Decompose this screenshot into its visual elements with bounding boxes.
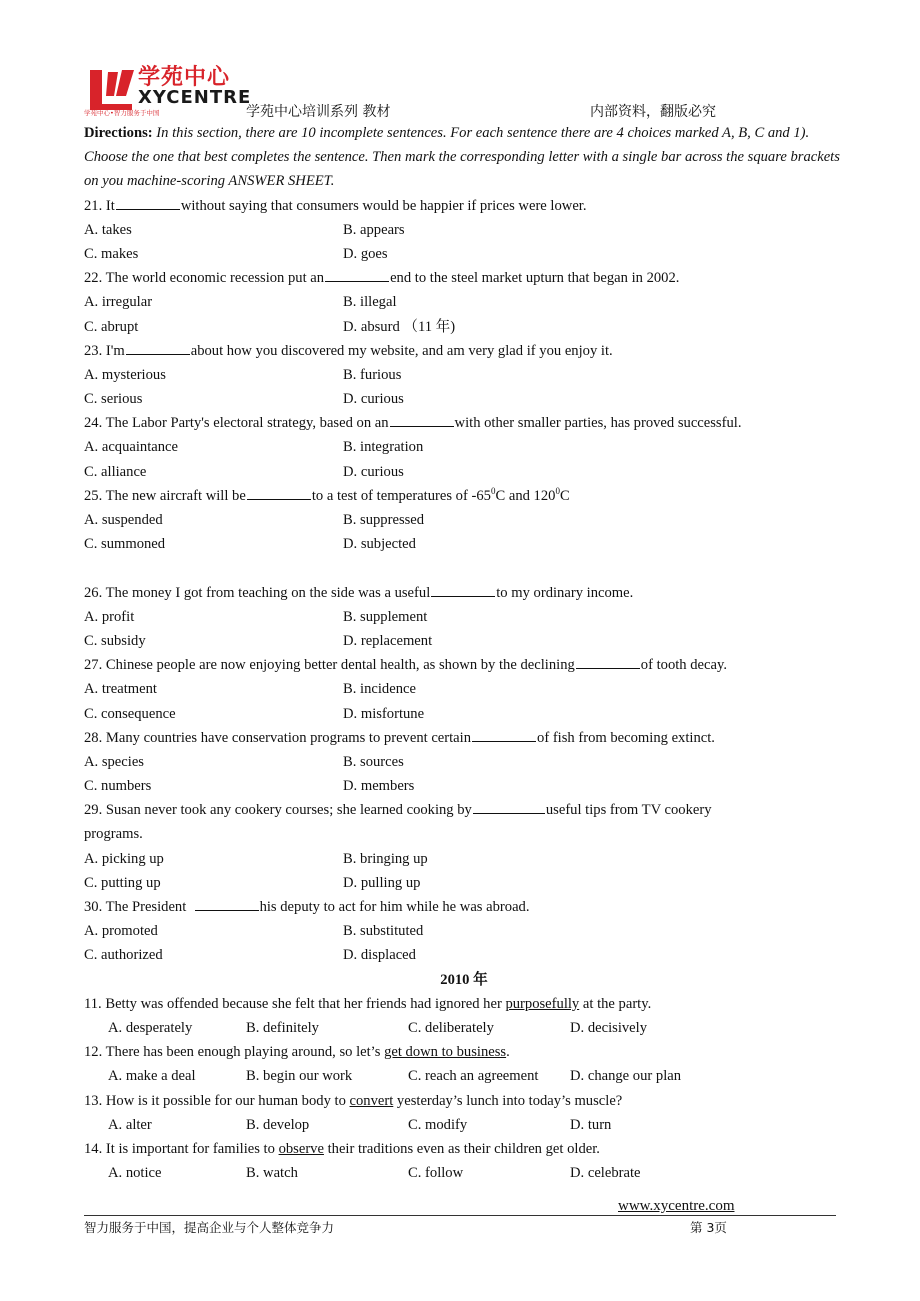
option-c: C. subsidy xyxy=(84,632,146,649)
option-b: B. sources xyxy=(343,753,404,770)
directions xyxy=(84,121,844,194)
options-row xyxy=(84,387,844,411)
underlined-term: observe xyxy=(278,1140,324,1157)
series-title: 学苑中心培训系列 教材 xyxy=(246,104,391,120)
option-b: B. watch xyxy=(246,1165,298,1182)
option-c: C. summoned xyxy=(84,536,166,553)
answer-blank xyxy=(472,727,536,742)
answer-blank xyxy=(390,412,454,427)
logo-english-name: XYCENTRE xyxy=(138,87,252,108)
options-row xyxy=(84,1113,844,1137)
option-c: C. abrupt xyxy=(84,318,139,335)
options-row xyxy=(84,218,844,242)
question-stem: 26. The money I got from teaching on the side was a useful xyxy=(84,584,431,601)
question-24 xyxy=(84,411,844,435)
answer-blank xyxy=(195,896,259,911)
underlined-term: get down to business xyxy=(384,1044,507,1061)
question-stem: useful tips from TV cookery xyxy=(545,802,712,819)
question-stem: C xyxy=(559,487,570,504)
question-stem: end to the steel market upturn that began in 2002. xyxy=(390,270,680,287)
options-row xyxy=(84,460,844,484)
option-b: B. supplement xyxy=(343,608,428,625)
xycentre-logo-mark-icon xyxy=(84,66,138,112)
question-stem: of tooth decay. xyxy=(640,657,727,674)
options-row xyxy=(84,943,844,967)
logo-slogan: 学苑中心•智力服务于中国 xyxy=(84,109,160,117)
option-b: B. appears xyxy=(343,221,405,238)
question-11 xyxy=(84,992,844,1016)
question-14 xyxy=(84,1137,844,1161)
options-row xyxy=(84,315,844,339)
question-stem: 27. Chinese people are now enjoying better dental health, as shown by the declining xyxy=(84,657,575,674)
options-row xyxy=(84,1064,844,1088)
option-b: B. begin our work xyxy=(246,1068,353,1085)
option-c: C. serious xyxy=(84,391,143,408)
option-d: D. subjected xyxy=(343,536,416,553)
degree-superscript: 0 xyxy=(490,486,496,496)
options-row xyxy=(84,677,844,701)
option-b: B. illegal xyxy=(343,294,397,311)
answer-blank xyxy=(126,340,190,355)
logo-chinese-name: 学苑中心 xyxy=(138,65,231,90)
question-stem: 24. The Labor Party's electoral strategy, based on an xyxy=(84,415,389,432)
question-28 xyxy=(84,726,844,750)
options-row xyxy=(84,1016,844,1040)
options-row xyxy=(84,847,844,871)
options-row xyxy=(84,1161,844,1185)
options-row xyxy=(84,774,844,798)
question-stem: . xyxy=(506,1044,510,1061)
option-a: A. irregular xyxy=(84,294,153,311)
option-b: B. develop xyxy=(246,1116,310,1133)
option-a: A. profit xyxy=(84,608,135,625)
question-stem: 22. The world economic recession put an xyxy=(84,270,325,287)
answer-blank xyxy=(431,582,495,597)
answer-blank xyxy=(247,485,311,500)
option-a: A. species xyxy=(84,753,144,770)
options-row xyxy=(84,919,844,943)
option-a: A. desperately xyxy=(108,1019,193,1036)
underlined-term: convert xyxy=(349,1092,394,1109)
question-stem: 11. Betty was offended because she felt that her friends had ignored her xyxy=(84,995,506,1012)
option-b: B. incidence xyxy=(343,681,416,698)
options-row xyxy=(84,629,844,653)
question-stem: to a test of temperatures of -65 xyxy=(311,487,491,504)
question-stem: 12. There has been enough playing around, so let’s xyxy=(84,1044,385,1061)
exam-content xyxy=(84,121,844,1185)
option-d: D. pulling up xyxy=(343,874,421,891)
option-a: A. treatment xyxy=(84,681,157,698)
question-stem: 29. Susan never took any cookery courses; she learned cooking by xyxy=(84,802,472,819)
blank-spacer xyxy=(84,556,844,580)
option-d: D. decisively xyxy=(570,1019,648,1036)
degree-superscript: 0 xyxy=(555,486,560,496)
question-25 xyxy=(84,484,844,508)
options-row xyxy=(84,508,844,532)
option-d: D. change our plan xyxy=(570,1068,682,1085)
question-stem: 14. It is important for families to xyxy=(84,1140,279,1157)
options-row xyxy=(84,605,844,629)
answer-blank xyxy=(576,654,640,669)
option-d: D. misfortune xyxy=(343,705,425,722)
option-c: C. deliberately xyxy=(408,1019,494,1036)
option-a: A. takes xyxy=(84,221,132,238)
option-a: A. notice xyxy=(108,1165,162,1182)
page-number: 第 3页 xyxy=(690,1220,727,1235)
option-d: D. turn xyxy=(570,1116,612,1133)
question-stem: his deputy to act for him while he was abroad. xyxy=(259,899,530,916)
question-stem: at the party. xyxy=(579,995,652,1012)
option-d: D. goes xyxy=(343,245,388,262)
options-row xyxy=(84,242,844,266)
option-c: C. authorized xyxy=(84,947,163,964)
option-b: B. integration xyxy=(343,439,424,456)
question-23 xyxy=(84,339,844,363)
directions-text: In this section, there are 10 incomplete sentences. For each sentence there are 4 choices marked A, B, C and 1). Choose the one that best completes the sentence. Then mark the corresponding letter with a single bar across the square brackets on you machine-scoring ANSWER SHEET. xyxy=(84,125,840,190)
question-stem: 28. Many countries have conservation programs to prevent certain xyxy=(84,729,472,746)
option-a: A. alter xyxy=(108,1116,152,1133)
options-row xyxy=(84,435,844,459)
option-d: D. celebrate xyxy=(570,1165,641,1182)
option-c: C. alliance xyxy=(84,463,147,480)
option-b: B. definitely xyxy=(246,1019,319,1036)
option-c: C. modify xyxy=(408,1116,468,1133)
options-row xyxy=(84,702,844,726)
answer-blank xyxy=(325,267,389,282)
option-b: B. bringing up xyxy=(343,850,428,867)
question-stem: of fish from becoming extinct. xyxy=(537,729,715,746)
option-d: D. curious xyxy=(343,391,404,408)
option-a: A. promoted xyxy=(84,923,158,940)
question-stem: 21. It xyxy=(84,197,115,214)
question-29-continued xyxy=(84,822,844,846)
option-b: B. furious xyxy=(343,366,402,383)
options-row xyxy=(84,750,844,774)
section-year-heading: 2010 年 xyxy=(440,971,488,988)
question-12 xyxy=(84,1040,844,1064)
option-b: B. suppressed xyxy=(343,512,425,529)
underlined-term: purposefully xyxy=(505,995,580,1012)
page-header xyxy=(84,64,844,122)
answer-blank xyxy=(473,799,545,814)
footer-divider xyxy=(84,1215,836,1216)
directions-label: Directions: xyxy=(84,125,153,141)
question-stem: their traditions even as their children get older. xyxy=(323,1140,600,1157)
question-stem: yesterday’s lunch into today’s muscle? xyxy=(393,1092,623,1109)
option-d: D. members xyxy=(343,778,415,795)
question-13 xyxy=(84,1089,844,1113)
option-d: D. curious xyxy=(343,463,404,480)
question-stem: about how you discovered my website, and am very glad if you enjoy it. xyxy=(190,342,613,359)
question-30 xyxy=(84,895,844,919)
option-c: C. reach an agreement xyxy=(408,1068,539,1085)
option-c: C. consequence xyxy=(84,705,176,722)
xycentre-logo xyxy=(84,64,264,122)
options-row xyxy=(84,871,844,895)
option-d: D. replacement xyxy=(343,632,433,649)
question-stem: programs. xyxy=(84,826,143,843)
options-row xyxy=(84,290,844,314)
option-d: D. displaced xyxy=(343,947,416,964)
option-c: C. numbers xyxy=(84,778,152,795)
question-22 xyxy=(84,266,844,290)
option-c: C. putting up xyxy=(84,874,161,891)
question-stem: without saying that consumers would be happier if prices were lower. xyxy=(180,197,587,214)
question-stem: 30. The President xyxy=(84,899,187,916)
question-stem: to my ordinary income. xyxy=(496,584,634,601)
question-26 xyxy=(84,581,844,605)
option-c: C. makes xyxy=(84,245,139,262)
question-21 xyxy=(84,194,844,218)
option-a: A. acquaintance xyxy=(84,439,178,456)
footer-website-link[interactable]: www.xycentre.com xyxy=(618,1198,735,1214)
footer-slogan: 智力服务于中国，提高企业与个人整体竞争力 xyxy=(84,1220,335,1235)
option-c: C. follow xyxy=(408,1165,464,1182)
option-a: A. mysterious xyxy=(84,366,166,383)
question-27 xyxy=(84,653,844,677)
question-stem: 25. The new aircraft will be xyxy=(84,487,246,504)
question-stem: C and 120 xyxy=(495,487,556,504)
question-stem: 23. I'm xyxy=(84,342,125,359)
option-a: A. suspended xyxy=(84,512,163,529)
question-stem: 13. How is it possible for our human body to xyxy=(84,1092,350,1109)
options-row xyxy=(84,363,844,387)
internal-notice: 内部资料，翻版必究 xyxy=(590,104,716,120)
option-a: A. picking up xyxy=(84,850,164,867)
options-row xyxy=(84,532,844,556)
option-a: A. make a deal xyxy=(108,1068,196,1085)
question-stem: with other smaller parties, has proved successful. xyxy=(454,415,742,432)
option-d: D. absurd （11 年) xyxy=(343,318,456,335)
question-29 xyxy=(84,798,844,822)
answer-blank xyxy=(116,195,180,210)
option-b: B. substituted xyxy=(343,923,424,940)
